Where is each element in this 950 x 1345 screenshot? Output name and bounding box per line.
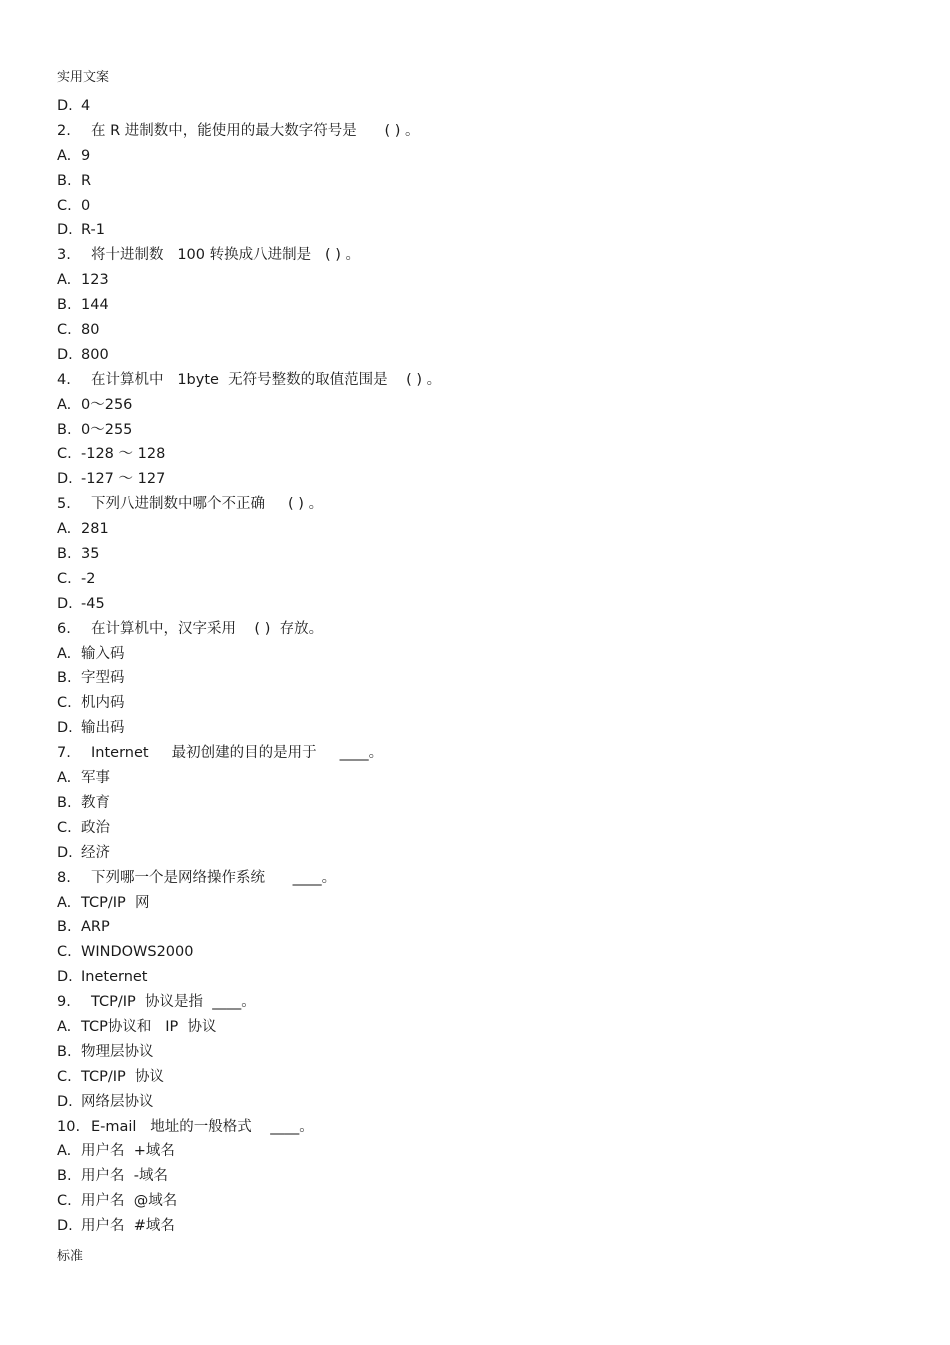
option-line: [57, 169, 910, 194]
option-line: [57, 1065, 910, 1090]
option-letter: C.: [57, 570, 72, 587]
question-number: 8.: [57, 869, 71, 886]
option-text: R: [81, 172, 92, 189]
option-text: 输出码: [81, 720, 125, 737]
option-text: 网络层协议: [81, 1093, 154, 1110]
question-line: [57, 368, 910, 393]
option-letter: A.: [57, 272, 72, 289]
option-letter: D.: [57, 346, 73, 363]
option-text: 经济: [81, 844, 110, 861]
option-text: 军事: [81, 770, 110, 787]
option-text: 0: [81, 197, 91, 214]
option-line: [57, 393, 910, 418]
option-line: [57, 841, 910, 866]
option-letter: A.: [57, 396, 72, 413]
option-text: 用户名 -域名: [81, 1168, 168, 1185]
option-letter: A.: [57, 521, 72, 538]
option-text: 144: [81, 297, 109, 314]
option-letter: A.: [57, 770, 72, 787]
option-text: 字型码: [81, 670, 125, 687]
option-letter: C.: [57, 695, 72, 712]
question-number: 2.: [57, 122, 71, 139]
option-text: 输入码: [81, 645, 125, 662]
question-text: 在 R 进制数中，能使用的最大数字符号是 ( ) 。: [91, 122, 420, 139]
question-text: Internet 最初创建的目的是用于 ____。: [91, 745, 384, 762]
option-letter: B.: [57, 297, 72, 314]
option-line: [57, 1214, 910, 1239]
page-header: 实用文案: [57, 70, 110, 85]
option-text: 物理层协议: [81, 1043, 154, 1060]
question-text: E-mail 地址的一般格式 ____。: [91, 1118, 314, 1135]
option-text: 281: [81, 521, 109, 538]
option-line: [57, 268, 910, 293]
option-line: [57, 542, 910, 567]
option-text: 用户名 +域名: [81, 1143, 175, 1160]
option-line: [57, 517, 910, 542]
option-line: [57, 418, 910, 443]
option-letter: B.: [57, 172, 72, 189]
option-text: 用户名 #域名: [81, 1218, 175, 1235]
option-line: [57, 218, 910, 243]
option-line: [57, 1164, 910, 1189]
option-line: [57, 1090, 910, 1115]
option-text: 机内码: [81, 695, 125, 712]
question-text: 在计算机中，汉字采用 ( ) 存放。: [91, 620, 324, 637]
option-letter: D.: [57, 1218, 73, 1235]
question-line: [57, 492, 910, 517]
question-line: [57, 990, 910, 1015]
option-line: [57, 816, 910, 841]
option-text: R-1: [81, 222, 105, 239]
option-line: [57, 642, 910, 667]
option-text: 用户名 @域名: [81, 1193, 178, 1210]
question-text: 下列八进制数中哪个不正确 ( ) 。: [91, 496, 324, 513]
option-letter: A.: [57, 1018, 72, 1035]
option-text: 800: [81, 346, 109, 363]
option-text: 0～256: [81, 396, 133, 413]
option-line: [57, 343, 910, 368]
question-number: 5.: [57, 496, 71, 513]
option-letter: A.: [57, 1143, 72, 1160]
page-footer: 标准: [57, 1249, 84, 1264]
option-text: WINDOWS2000: [81, 944, 194, 961]
question-line: [57, 617, 910, 642]
question-text: TCP/IP 协议是指 ____。: [91, 994, 256, 1011]
option-line: [57, 442, 910, 467]
option-text: 80: [81, 322, 100, 339]
option-letter: D.: [57, 1093, 73, 1110]
option-letter: D.: [57, 98, 73, 114]
option-letter: D.: [57, 844, 73, 861]
option-text: 9: [81, 147, 91, 164]
option-line: [57, 1189, 910, 1214]
option-line: [57, 194, 910, 219]
option-letter: C.: [57, 944, 72, 961]
option-line: [57, 891, 910, 916]
document-body: [57, 94, 910, 1239]
option-line: [57, 716, 910, 741]
option-line: [57, 965, 910, 990]
option-text: ARP: [81, 919, 110, 936]
option-line: [57, 666, 910, 691]
option-line: [57, 293, 910, 318]
option-line: [57, 144, 910, 169]
option-letter: D.: [57, 720, 73, 737]
option-letter: D.: [57, 595, 73, 612]
option-line: [57, 592, 910, 617]
option-text: 教育: [81, 794, 110, 811]
option-text: 政治: [81, 819, 110, 836]
option-letter: D.: [57, 222, 73, 239]
option-letter: B.: [57, 1168, 72, 1185]
option-letter: C.: [57, 446, 72, 463]
option-text: 123: [81, 272, 109, 289]
option-line: [57, 94, 910, 119]
option-text: 4: [81, 98, 91, 114]
option-line: [57, 940, 910, 965]
question-number: 4.: [57, 371, 71, 388]
option-text: -45: [81, 595, 105, 612]
option-text: -127 ～ 127: [81, 471, 166, 488]
question-line: [57, 866, 910, 891]
question-line: [57, 119, 910, 144]
option-line: [57, 915, 910, 940]
option-letter: A.: [57, 645, 72, 662]
option-text: -128 ～ 128: [81, 446, 166, 463]
option-text: 0～255: [81, 421, 133, 438]
question-line: [57, 243, 910, 268]
option-text: -2: [81, 570, 96, 587]
option-letter: B.: [57, 794, 72, 811]
option-line: [57, 467, 910, 492]
question-number: 3.: [57, 247, 71, 264]
option-line: [57, 691, 910, 716]
question-text: 将十进制数 100 转换成八进制是 ( ) 。: [91, 247, 360, 264]
option-letter: B.: [57, 919, 72, 936]
option-line: [57, 318, 910, 343]
option-line: [57, 791, 910, 816]
option-letter: C.: [57, 322, 72, 339]
option-letter: C.: [57, 1193, 72, 1210]
option-letter: D.: [57, 969, 73, 986]
option-text: TCP协议和 IP 协议: [81, 1018, 217, 1035]
option-letter: D.: [57, 471, 73, 488]
option-letter: A.: [57, 147, 72, 164]
question-line: [57, 1115, 910, 1140]
option-letter: C.: [57, 819, 72, 836]
option-line: [57, 1139, 910, 1164]
option-letter: B.: [57, 670, 72, 687]
question-text: 在计算机中 1byte 无符号整数的取值范围是 ( ) 。: [91, 371, 442, 388]
option-letter: C.: [57, 197, 72, 214]
option-line: [57, 567, 910, 592]
option-letter: B.: [57, 546, 72, 563]
question-number: 6.: [57, 620, 71, 637]
option-line: [57, 766, 910, 791]
option-letter: C.: [57, 1068, 72, 1085]
question-line: [57, 741, 910, 766]
option-text: Ineternet: [81, 969, 148, 986]
option-letter: B.: [57, 1043, 72, 1060]
option-letter: A.: [57, 894, 72, 911]
option-text: TCP/IP 协议: [81, 1068, 164, 1085]
question-number: 7.: [57, 745, 71, 762]
option-line: [57, 1040, 910, 1065]
option-text: TCP/IP 网: [81, 894, 150, 911]
question-number: 9.: [57, 994, 71, 1011]
question-number: 10.: [57, 1118, 81, 1135]
option-line: [57, 1015, 910, 1040]
question-text: 下列哪一个是网络操作系统 ____。: [91, 869, 337, 886]
option-letter: B.: [57, 421, 72, 438]
option-text: 35: [81, 546, 100, 563]
